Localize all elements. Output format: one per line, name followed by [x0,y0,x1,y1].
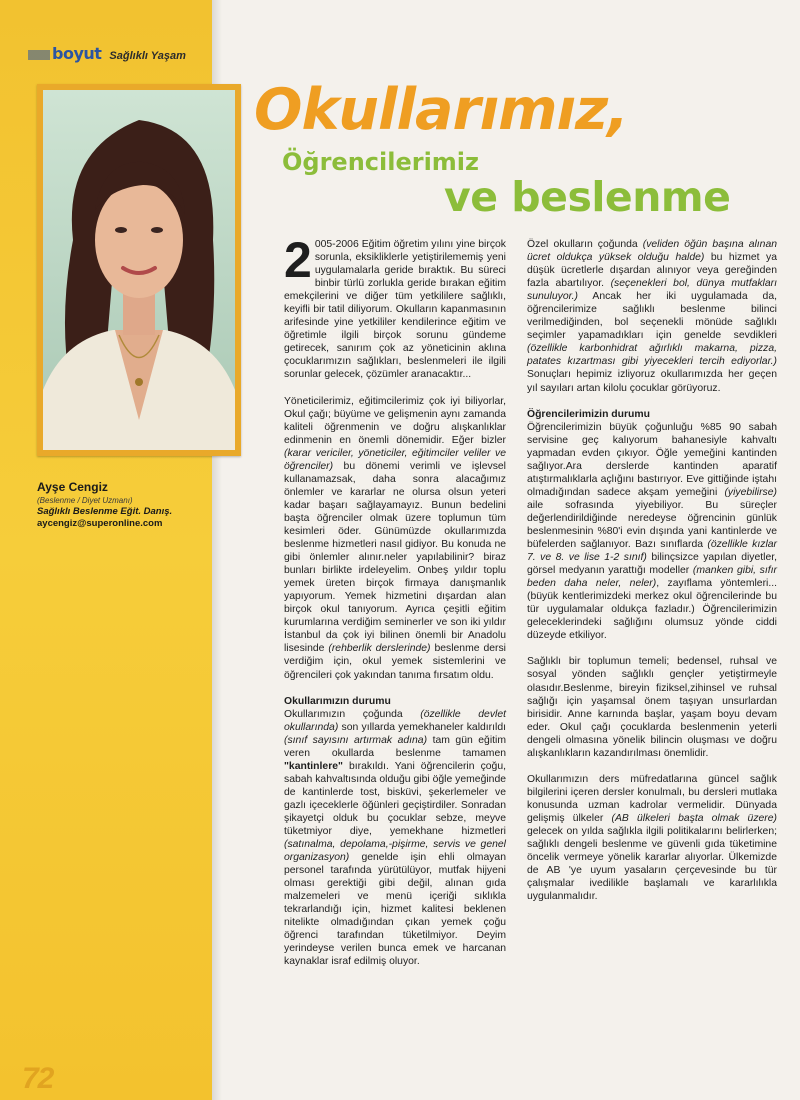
author-organization: Sağlıklı Beslenme Eğit. Danış. [37,506,173,517]
author-info [37,480,217,529]
section-heading-students: Öğrencilerimizin durumu [527,408,650,420]
article-title-line2: Öğrencilerimiz [282,148,480,176]
article-column-left [284,232,506,982]
paragraph: Okullarımızın çoğunda (özellikle devlet okullarında) son yıllarda yemekhaneler kaldırıldı (sınıf sayısını artırmak adına) tam gün eğitim veren okullarda beslenme tamamen "kantinlere" bırakıldı. Yani öğrencilerin çoğu, sabah kahvaltısında olduğu gibi öğle yemeğinde de kantinlerde tost, bisküvi, şekerlemeler ve gazlı içeceklerle öğünleri geçiştirdiler. Sonradan şikayetçi olduk bu çocuklar sebze, meyve tüketmiyor diye, yemekhane hizmetleri (satınalma, depolama,-pişirme, servis ve genel organizasyon) genelde işin ehli olmayan personel tarafında yürütülüyor, mutfak hijyeni olması gerektiği gibi değil, alınan gıda malzemeleri ve menü içeriği sıklıkla tekrarlandığı için, hizmet kalitesi beklenen nitelikte olmadığından çıkan yemek çoğu öğrenci tarafından tüketilmiyor. Deyim yerindeyse verilen bunca emek ve harcanan kaynaklar israf edilmiş oluyor. [284,708,506,968]
article-title: Okullarımız, [254,77,628,143]
section-heading-schools: Okullarımızın durumu [284,695,391,707]
paragraph: Okullarımızın ders müfredatlarına güncel sağlık bilgilerini içeren dersler konulmalı, bu dersleri mutlaka konusunda uzman kadrolar vermelidir. Dünyada gelişmiş ülkeler (AB ülkeleri başta olmak üzere) gelecek on yılda sağlıkla ilgili politikalarını belirlerken; sağlıklı dengeli beslenme ve güvenli gıda tüketimine öncelik vermeye yönelik kararlar alıyorlar. Ülkemizde de AB 'ye uyum yasaların çerçevesinde bu tür çalışmalar ivedilikle başlamalı ve kararlılıkla uygulanmalıdır. [527,773,777,903]
author-photo [37,84,241,456]
paragraph: Öğrencilerimizin büyük çoğunluğu %85 90 sabah servisine geç kalıyorum bahanesiyle kahvaltı yapmadan evden çıkıyor. Öğle yemeğini kantinden sağlıyor.Ara derslerde kantinden aparatif atıştırmalıklarla açlığını bastırıyor. Eve gittiğinde iştahı olmadığından sadece akşam yemeğini (yiyebilirse) aile sofrasında yiyebiliyor. Bu süreçler değerlendirildiğinde neredeyse öğrencinin günlük beslenmesinin %80'i evin dışında yani kantinlerde ve büfelerden sağlanıyor. Bazı sınıflarda (özellikle kızlar 7. ve 8. ve lise 1-2 sınıf) bilinçsizce yapılan diyetler, görsel medyanın yarattığı modeller (manken gibi, sıfır beden daha neler, neler), zayıflama yöntemleri... (büyük kentlerimizdeki merkez okul öğrencilerinde bu tür uygulamalar oldukça fazladır.) Öğrencilerimizin geleceklerindeki sağlığını olumsuz yönde ciddi düzeyde etkiliyor. [527,421,778,642]
paragraph: Yöneticilerimiz, eğitimcilerimiz çok iyi biliyorlar, Okul çağı; büyüme ve gelişmenin aynı zamanda kaliteli öğrenmenin ve doğru alışkanlıklar edinmenin en önemli dönemidir. Eğer bizler (karar vericiler, yöneticiler, eğitimciler veliler ve öğrenciler) bu dönemi verimli ve işlevsel kullanamazsak, daha sonra alacağımız önlemler ve kararlar ne olursa olsun yeteri kadar başarı sağlayamayız. Bunun bedelini başta öğrenciler olmak üzere toplumun tüm kesimleri öder. Günümüzde okullarımızda beslenme hizmetleri nasıl gidiyor. Bu konuda ne gibi önlemler alınır.neler yapılabilinir? biraz bunları birlikte irdeleyelim. Onbeş yıldır toplu yemek üreten birçok firmaya danışmanlık yapıyorum. Yemek hizmetini dışardan alan birçok okul tanıyorum. Ayrıca çeşitli eğitim kurumlarına verdiğim seminerler ve son iki yıldır İstanbul da çok iyi bilinen önemli bir Anadolu lisesinde (rehberlik derslerinde) beslenme dersi verdiğim için, okul yemek sistemlerini ve öğrencileri çok yakından tanıma fırsatım oldu. [284,395,506,681]
drop-cap: 2 [284,232,312,288]
magazine-header [28,44,186,63]
logo-text: boyut [52,44,102,63]
paragraph: Özel okulların çoğunda (veliden öğün başına alınan ücret oldukça yüksek olduğu halde) bu hizmet ya düşük ücretlerle dışardan alınıyor veya gereğinden fazla abartılıyor. (seçenekleri bol, dünya mutfakları sunuluyor.) Ancak her iki uygulamada da, öğrencilerimize sağlıklı beslenme bilinci verilmediğinden, bol seçenekli mönüde sağlıklı seçimler yapamadıkları için genelde sevdikleri (özellikle karbonhidrat ağırlıklı makarna, pizza, patates kızartması gibi yiyecekleri tercih ediyorlar.) Sonuçları hepimiz izliyoruz okullarımızda her geçen yıl sayıları artan kilolu çocuklar görüyoruz. [527,239,778,394]
logo-bar [28,50,50,60]
author-email[interactable]: aycengiz@superonline.com [37,518,163,529]
paragraph: Sağlıklı bir toplumun temeli; bedensel, ruhsal ve sosyal yönden sağlıklı gençler yetiştirmeyle olasıdır.Beslenme, bireyin fiziksel,zihinsel ve ruhsal sağlığı için yaşamsal önem taşıyan unsurlardan birisidir. Anne karnında başlar, yaşam boyu devam eder. Okul çağı çocuklarda beslenmenin yeterli dengeli olmasına yönelik bilincin oluşması ve doğru alışkanlıkların kazandırılması önemlidir. [527,656,777,759]
author-name: Ayşe Cengiz [37,480,108,494]
section-name: Sağlıklı Yaşam [109,50,186,62]
article-title-line3: ve beslenme [444,173,731,221]
article-column-right [527,238,777,916]
author-role: (Beslenme / Diyet Uzmanı) [37,496,133,505]
page-number: 72 [22,1062,54,1095]
intro-paragraph: 2 005-2006 Eğitim öğretim yılını yine birçok sorunla, eksikliklerle yetiştirilememiş yeni uygulamalarla geride bıraktık. Bu süreci binbir türlü zorlukla geride bırakan eğitim emekçilerini ve diğer tüm yetkililere sağlıklı, keyifli bir tatil diliyorum. Okulların kapanmasının arifesinde yine yetkililer kendilerince eğitim ve öğretimle ilgili birçok sorunu gündeme getirecek, sanırım çok az yöneticinin aklına çocuklarımızın sağlıkları, beslenmeleri ile ilgili sorunlar gelecek, çözümler aranacaktır... [284,232,506,381]
magazine-logo [28,44,101,63]
